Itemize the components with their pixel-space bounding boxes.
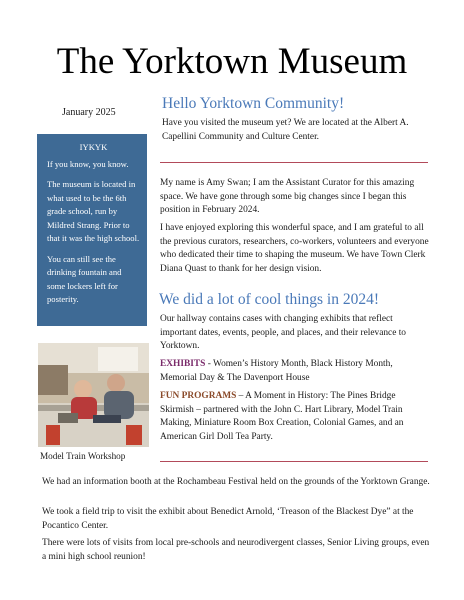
iykyk-sidebar — [37, 134, 147, 326]
workshop-photo-illustration — [38, 343, 149, 447]
programs-paragraph — [160, 390, 428, 444]
highlights-intro: Our hallway contains cases with changing exhibits that reflect important dates, events, people, and places, and their relevance to Yorktown. — [160, 314, 406, 352]
section-divider — [160, 461, 428, 462]
sidebar-text: You can still see the drinking fountain and some lockers left for posterity. — [47, 253, 122, 304]
intro-paragraph: I have enjoyed exploring this wonderful space, and I am grateful to all the previous curators, researchers, co-workers, volunteers and everyone who dedicated their time to shaping the museum. We have Town Clerk Diana Quast to thank for her design vision. — [160, 223, 429, 274]
bottom-paragraph: There were lots of visits from local pre-schools and neurodivergent classes, Senior Living groups, even a mini high school reunion! — [42, 538, 430, 562]
sidebar-text: The museum is located in what used to be the 6th grade school, run by Mildred Strang. Prior to that it was the high school. — [47, 179, 140, 243]
issue-date: January 2025 — [62, 107, 116, 118]
bottom-paragraph: We took a field trip to visit the exhibit about Benedict Arnold, ‘Treason of the Blackest Dye” at the Pocantico Center. — [42, 507, 414, 531]
intro-paragraph: My name is Amy Swan; I am the Assistant Curator for this amazing space. We have gone through some big changes since I began this position in February 2024. — [160, 178, 415, 216]
highlights-heading: We did a lot of cool things in 2024! — [159, 291, 380, 308]
section-divider — [160, 162, 428, 163]
newsletter-title: The Yorktown Museum — [56, 41, 408, 82]
greeting-heading: Hello Yorktown Community! — [162, 95, 345, 112]
programs-text: – A Moment in History: The Pines Bridge Skirmish – partnered with the John C. Hart Library, Model Train Making, Miniature Room Box Creation, Colonial Games, and an American Girl Doll Tea Party. — [160, 391, 404, 442]
sidebar-text: If you know, you know. — [47, 158, 129, 169]
bottom-paragraph: We had an information booth at the Rochambeau Festival held on the grounds of the Yorktown Grange. — [42, 477, 430, 487]
greeting-text: Have you visited the museum yet? We are located at the Albert A. Capellini Community and Culture Center. — [162, 118, 409, 142]
photo-caption: Model Train Workshop — [40, 451, 126, 461]
exhibits-label: EXHIBITS — [160, 359, 206, 369]
exhibits-text: - Women’s History Month, Black History Month, Memorial Day & The Davenport House — [160, 359, 393, 383]
programs-label: FUN PROGRAMS — [160, 391, 237, 401]
sidebar-heading: IYKYK — [79, 142, 108, 152]
exhibits-paragraph — [160, 358, 420, 385]
model-train-workshop-photo — [38, 343, 149, 447]
